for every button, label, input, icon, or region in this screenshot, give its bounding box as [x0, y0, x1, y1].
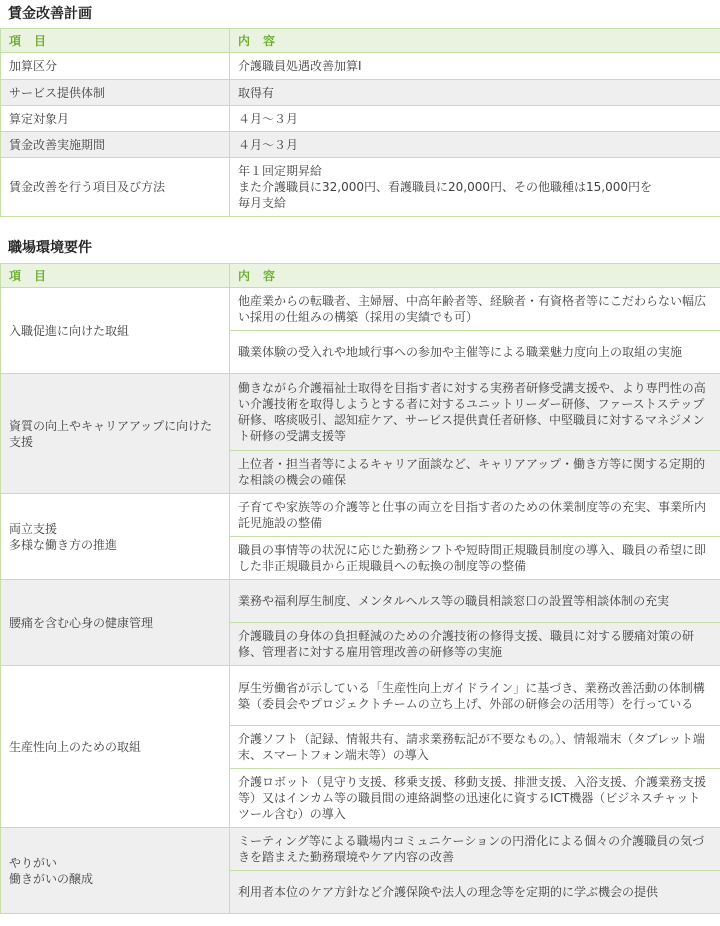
header-content: 内 容 [230, 264, 720, 288]
row-value: 取得有 [230, 80, 720, 106]
work-environment-table [0, 263, 720, 914]
row-value: ４月～３月 [230, 132, 720, 158]
table-header-row [1, 29, 720, 53]
value-line: また介護職員に32,000円、看護職員に20,000円、その他職種は15,000円を [238, 180, 652, 194]
group-label: やりがい 働きがいの醸成 [1, 828, 230, 914]
group-item: 介護ソフト（記録、情報共有、請求業務転記が不要なもの。）、情報端末（タブレット端末、スマートフォン端末等）の導入 [230, 726, 720, 769]
group-item: 厚生労働省が示している「生産性向上ガイドライン」に基づき、業務改善活動の体制構築（委員会やプロジェクトチームの立ち上げ、外部の研修会の活用等）を行っている [230, 666, 720, 726]
section-title-wage-plan: 賃金改善計画 [8, 6, 92, 22]
table-row [1, 666, 720, 726]
value-line: 年１回定期昇給 [238, 164, 323, 178]
table-row [1, 132, 720, 158]
wage-plan-table [0, 28, 720, 217]
table-row [1, 580, 720, 623]
row-value [230, 158, 720, 217]
row-label: 賃金改善を行う項目及び方法 [1, 158, 230, 217]
table-header-row [1, 264, 720, 288]
row-label: 賃金改善実施期間 [1, 132, 230, 158]
group-item: ミーティング等による職場内コミュニケーションの円滑化による個々の介護職員の気づきを踏まえた勤務環境やケア内容の改善 [230, 828, 720, 871]
table-row [1, 106, 720, 132]
group-item: 職業体験の受入れや地域行事への参加や主催等による職業魅力度向上の取組の実施 [230, 331, 720, 374]
group-item: 他産業からの転職者、主婦層、中高年齢者等、経験者・有資格者等にこだわらない幅広い採用の仕組みの構築（採用の実績でも可） [230, 288, 720, 331]
row-label: サービス提供体制 [1, 80, 230, 106]
group-item: 業務や福利厚生制度、メンタルヘルス等の職員相談窓口の設置等相談体制の充実 [230, 580, 720, 623]
table-row [1, 494, 720, 537]
header-content: 内 容 [230, 29, 720, 53]
header-item: 項 目 [1, 29, 230, 53]
value-line: 毎月支給 [238, 196, 287, 210]
group-item: 子育てや家族等の介護等と仕事の両立を目指す者のための休業制度等の充実、事業所内託児施設の整備 [230, 494, 720, 537]
table-row [1, 828, 720, 871]
row-value: ４月～３月 [230, 106, 720, 132]
row-label: 加算区分 [1, 53, 230, 80]
group-label: 入職促進に向けた取組 [1, 288, 230, 374]
group-item: 働きながら介護福祉士取得を目指す者に対する実務者研修受講支援や、より専門性の高い介護技術を取得しようとする者に対するユニットリーダー研修、ファーストステップ研修、喀痰吸引、認知症ケア、サービス提供責任者研修、中堅職員に対するマネジメント研修の受講支援等 [230, 374, 720, 451]
table-row [1, 374, 720, 451]
table-row [1, 80, 720, 106]
table-row [1, 158, 720, 217]
group-item: 介護ロボット（見守り支援、移乗支援、移動支援、排泄支援、入浴支援、介護業務支援等）又はインカム等の職員間の連絡調整の迅速化に資するICT機器（ビジネスチャットツール含む）の導入 [230, 769, 720, 828]
group-label: 両立支援 多様な働き方の推進 [1, 494, 230, 580]
row-value: 介護職員処遇改善加算Ⅰ [230, 53, 720, 80]
group-item: 介護職員の身体の負担軽減のための介護技術の修得支援、職員に対する腰痛対策の研修、管理者に対する雇用管理改善の研修等の実施 [230, 623, 720, 666]
group-item: 上位者・担当者等によるキャリア面談など、キャリアアップ・働き方等に関する定期的な相談の機会の確保 [230, 451, 720, 494]
table-row [1, 53, 720, 80]
table-row [1, 288, 720, 331]
section-title-work-environment: 職場環境要件 [8, 240, 92, 256]
row-label: 算定対象月 [1, 106, 230, 132]
group-item: 職員の事情等の状況に応じた勤務シフトや短時間正規職員制度の導入、職員の希望に即した非正規職員から正規職員への転換の制度等の整備 [230, 537, 720, 580]
header-item: 項 目 [1, 264, 230, 288]
group-item: 利用者本位のケア方針など介護保険や法人の理念等を定期的に学ぶ機会の提供 [230, 871, 720, 914]
group-label: 腰痛を含む心身の健康管理 [1, 580, 230, 666]
group-label: 資質の向上やキャリアアップに向けた支援 [1, 374, 230, 494]
group-label: 生産性向上のための取組 [1, 666, 230, 828]
